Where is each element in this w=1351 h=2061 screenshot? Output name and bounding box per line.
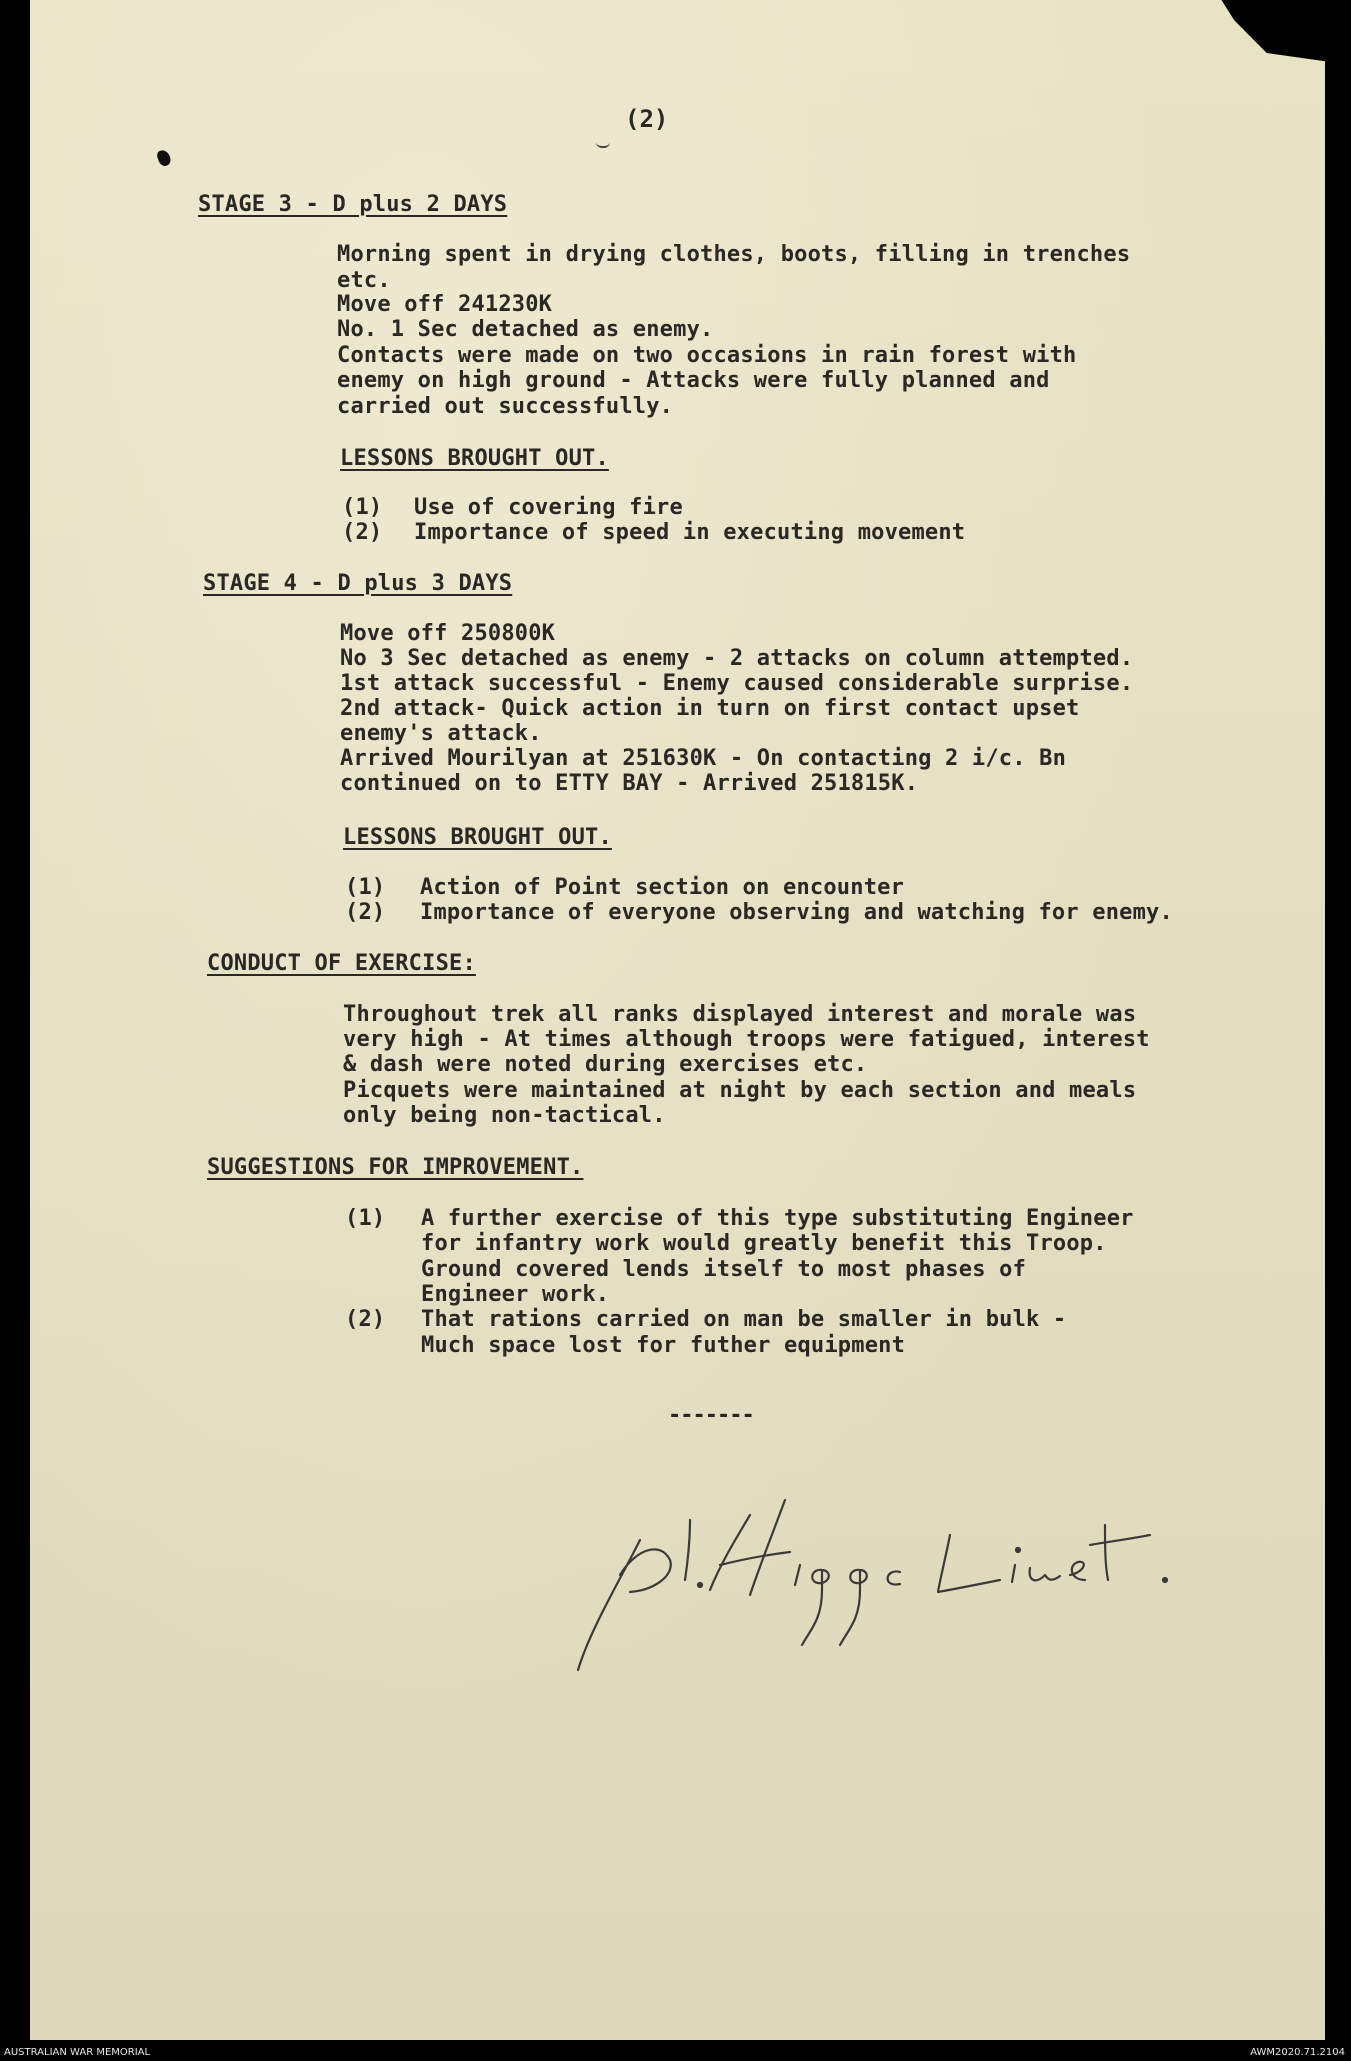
conduct-line: only being non-tactical. bbox=[343, 1103, 666, 1128]
lesson-text: Action of Point section on encounter bbox=[420, 875, 905, 900]
stage3-line: carried out successfully. bbox=[337, 394, 674, 419]
stage3-line: No. 1 Sec detached as enemy. bbox=[337, 317, 714, 342]
suggestion-line: Engineer work. bbox=[421, 1282, 610, 1307]
suggestion-line: Much space lost for futher equipment bbox=[421, 1333, 906, 1358]
conduct-line: very high - At times although troops were fatigued, interest bbox=[343, 1027, 1150, 1052]
stage3-lessons-heading: LESSONS BROUGHT OUT. bbox=[340, 446, 609, 471]
stage3-line: Morning spent in drying clothes, boots, filling in trenches bbox=[337, 242, 1131, 267]
ink-speck bbox=[156, 148, 173, 167]
stage3-line: Move off 241230K bbox=[337, 292, 553, 317]
footer-right: AWM2020.71.2104 bbox=[1250, 2047, 1345, 2058]
signature bbox=[560, 1480, 1240, 1680]
lesson-text: Importance of everyone observing and watching for enemy. bbox=[420, 900, 1173, 925]
stage4-line: 2nd attack- Quick action in turn on first contact upset bbox=[340, 696, 1080, 721]
stage3-line: Contacts were made on two occasions in rain forest with bbox=[337, 343, 1077, 368]
stage4-line: Move off 250800K bbox=[340, 621, 556, 646]
lesson-number: (2) bbox=[345, 900, 386, 925]
suggestion-line: A further exercise of this type substituting Engineer bbox=[421, 1206, 1134, 1231]
lesson-text: Use of covering fire bbox=[414, 495, 683, 520]
lesson-number: (1) bbox=[342, 495, 383, 520]
suggestion-number: (1) bbox=[345, 1206, 386, 1231]
conduct-line: Throughout trek all ranks displayed interest and morale was bbox=[343, 1002, 1137, 1027]
stage3-line: enemy on high ground - Attacks were fully planned and bbox=[337, 368, 1050, 393]
footer-left: AUSTRALIAN WAR MEMORIAL bbox=[4, 2047, 151, 2058]
conduct-line: Picquets were maintained at night by each section and meals bbox=[343, 1078, 1137, 1103]
suggestion-line: Ground covered lends itself to most phases of bbox=[421, 1257, 1027, 1282]
stage4-line: enemy's attack. bbox=[340, 721, 542, 746]
suggestion-line: That rations carried on man be smaller in bulk - bbox=[421, 1307, 1067, 1332]
stage4-line: 1st attack successful - Enemy caused considerable surprise. bbox=[340, 671, 1134, 696]
suggestion-number: (2) bbox=[345, 1307, 386, 1332]
page-number: (2) bbox=[625, 105, 669, 133]
conduct-heading: CONDUCT OF EXERCISE: bbox=[207, 951, 476, 976]
suggestion-line: for infantry work would greatly benefit this Troop. bbox=[421, 1231, 1107, 1256]
stage3-line: etc. bbox=[337, 268, 391, 293]
stage4-line: Arrived Mourilyan at 251630K - On contacting 2 i/c. Bn bbox=[340, 746, 1067, 771]
stage4-lessons-heading: LESSONS BROUGHT OUT. bbox=[343, 825, 612, 850]
stage3-heading: STAGE 3 - D plus 2 DAYS bbox=[198, 192, 508, 217]
pencil-mark bbox=[596, 142, 610, 148]
closing-rule: ------- bbox=[668, 1403, 754, 1428]
stage4-line: No 3 Sec detached as enemy - 2 attacks on column attempted. bbox=[340, 646, 1134, 671]
lesson-number: (2) bbox=[342, 520, 383, 545]
stage4-line: continued on to ETTY BAY - Arrived 251815K. bbox=[340, 771, 919, 796]
lesson-text: Importance of speed in executing movement bbox=[414, 520, 966, 545]
conduct-line: & dash were noted during exercises etc. bbox=[343, 1052, 868, 1077]
suggestions-heading: SUGGESTIONS FOR IMPROVEMENT. bbox=[207, 1155, 584, 1180]
lesson-number: (1) bbox=[345, 875, 386, 900]
stage4-heading: STAGE 4 - D plus 3 DAYS bbox=[203, 571, 513, 596]
